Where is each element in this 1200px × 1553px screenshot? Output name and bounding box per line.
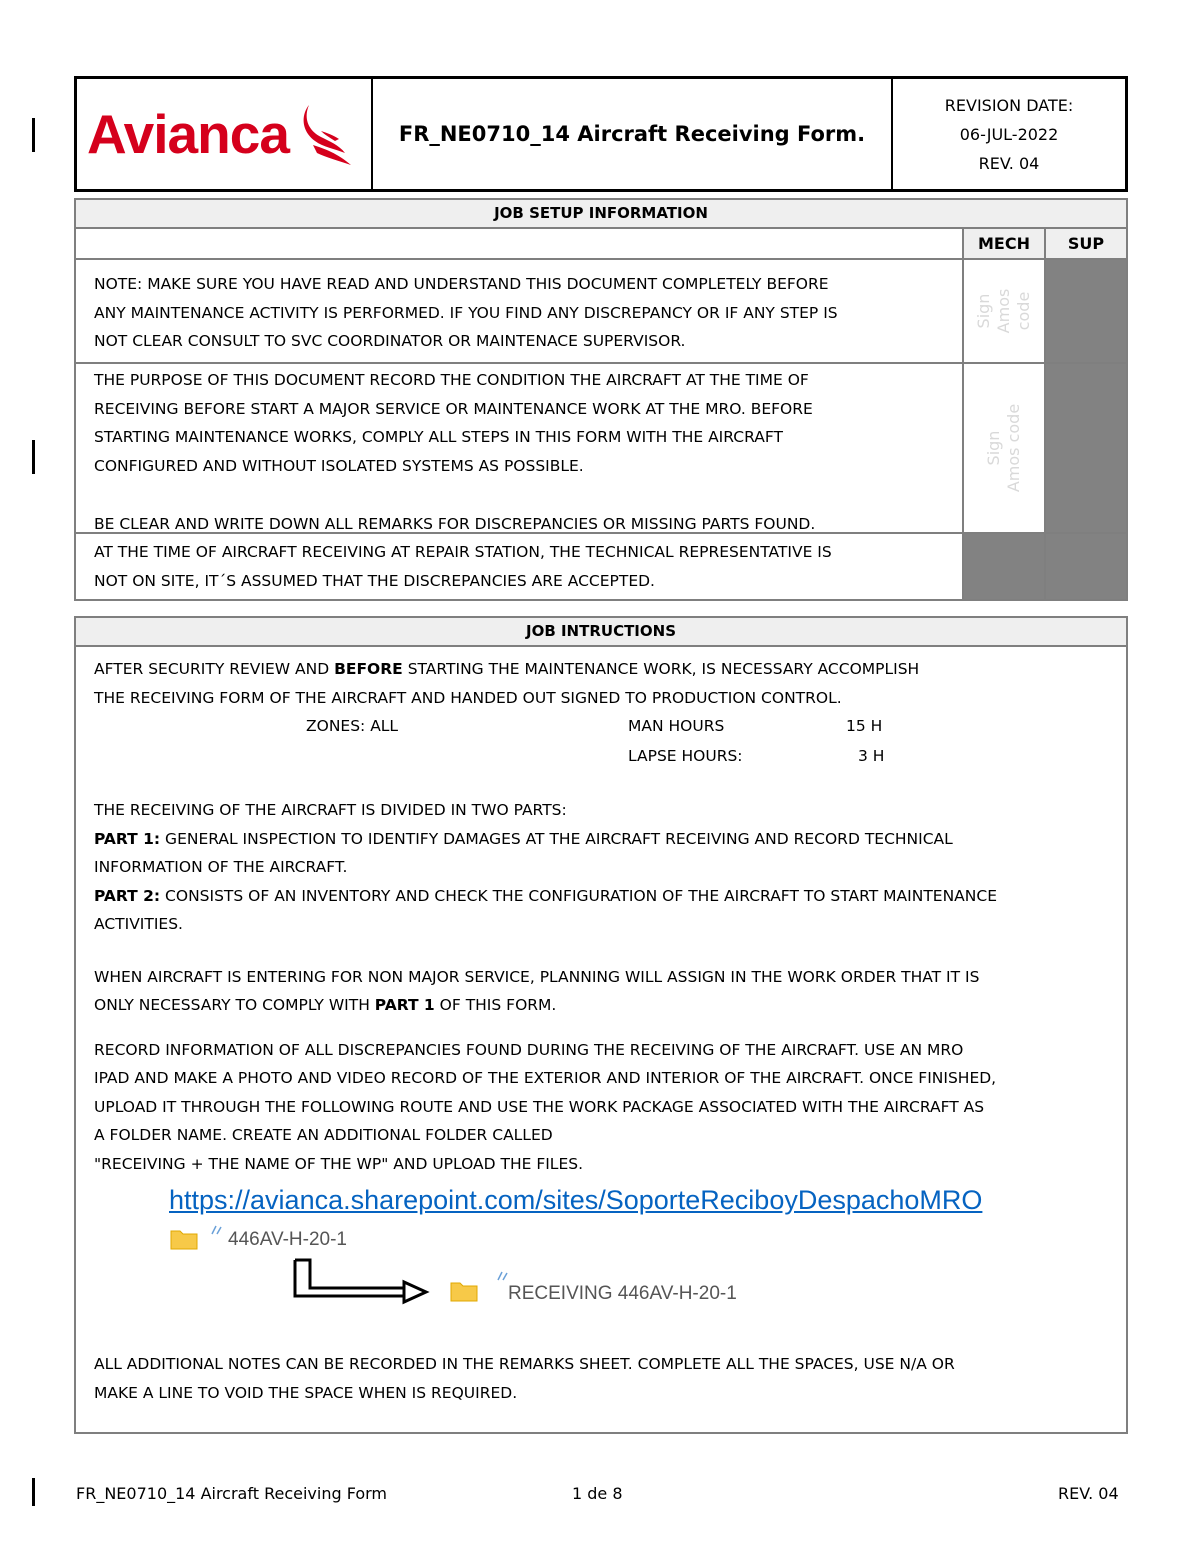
folder-receiving-name[interactable]: RECEIVING 446AV-H-20-1 (508, 1283, 737, 1304)
lapse-hours-label: LAPSE HOURS: (628, 747, 743, 765)
remarks-instruction: BE CLEAR AND WRITE DOWN ALL REMARKS FOR DISCREPANCIES OR MISSING PARTS FOUND. (94, 515, 816, 533)
man-hours-label: MAN HOURS (628, 717, 725, 735)
document-header (74, 76, 1128, 192)
logo (77, 79, 373, 189)
mech-sign-field[interactable] (962, 364, 1044, 532)
lapse-hours-value: 3 H (858, 747, 885, 765)
bird-logo-icon (295, 101, 357, 167)
receiving-text: AT THE TIME OF AIRCRAFT RECEIVING AT REPAIR STATION, THE TECHNICAL REPRESENTATIVE IS NOT ON SITE, IT´S ASSUMED THAT THE DISCREPANCIES ARE ACCEPTED. (94, 543, 832, 590)
mech-sign-field[interactable] (962, 534, 1044, 599)
job-instructions-table (74, 616, 1128, 1434)
mech-column-header: MECH (962, 229, 1044, 258)
part2-label: PART 2: (94, 886, 161, 905)
job-setup-table (74, 198, 1128, 601)
zones-hours-row (94, 712, 1108, 742)
margin-bar (32, 1478, 35, 1506)
purpose-text: THE PURPOSE OF THIS DOCUMENT RECORD THE CONDITION THE AIRCRAFT AT THE TIME OF RECEIVING BEFORE START A MAJOR SERVICE OR MAINTENANCE WORK AT THE MRO. BEFORE STARTING MAINTENANCE WORKS, COMPLY ALL STEPS IN THIS FORM WITH THE AIRCRAFT CONFIGURED AND WITHOUT ISOLATED SYSTEMS AS POSSIBLE. BE CLEAR AND WRITE DOWN ALL REMARKS FOR DISCREPANCIES OR MISSING PARTS FOUND. (76, 364, 962, 532)
sign-placeholder: Sign Amos code (974, 288, 1033, 334)
form-title: FR_NE0710_14 Aircraft Receiving Form. (373, 79, 893, 189)
sync-icon (210, 1224, 224, 1236)
folder-icon (170, 1228, 198, 1250)
margin-bar (32, 118, 35, 152)
note-text: NOTE: MAKE SURE YOU HAVE READ AND UNDERSTAND THIS DOCUMENT COMPLETELY BEFORE ANY MAINTENANCE ACTIVITY IS PERFORMED. IF YOU FIND ANY DISCREPANCY OR IF ANY STEP IS NOT CLEAR CONSULT TO SVC COORDINATOR OR MAINTENACE SUPERVISOR. (94, 275, 838, 350)
job-setup-title: JOB SETUP INFORMATION (76, 200, 1126, 229)
upload-route (94, 1178, 1108, 1350)
footer-page-number: 1 de 8 (572, 1484, 623, 1503)
sup-sign-field[interactable] (1044, 534, 1126, 599)
lapse-hours-row (94, 742, 1108, 772)
folder-wp-name[interactable]: 446AV-H-20-1 (228, 1229, 347, 1250)
arrow-icon (292, 1258, 432, 1312)
column-header-row (76, 229, 1126, 260)
revision-block (893, 79, 1125, 189)
job-instructions-title: JOB INTRUCTIONS (76, 618, 1126, 647)
revision-number: REV. 04 (978, 153, 1040, 173)
sup-sign-field[interactable] (1044, 260, 1126, 362)
man-hours-value: 15 H (846, 717, 883, 735)
mech-sign-field[interactable] (962, 260, 1044, 362)
logo-text: Avianca (87, 103, 289, 165)
sup-sign-field[interactable] (1044, 364, 1126, 532)
sign-placeholder: Sign Amos code (984, 403, 1023, 493)
zones: ZONES: ALL (306, 717, 399, 735)
footer-form-name: FR_NE0710_14 Aircraft Receiving Form (76, 1484, 387, 1503)
purpose-row (76, 364, 1126, 534)
footer-revision: REV. 04 (1058, 1484, 1119, 1503)
note-row (76, 260, 1126, 364)
sup-column-header: SUP (1044, 229, 1126, 258)
instructions-body: AFTER SECURITY REVIEW AND BEFORE STARTING THE MAINTENANCE WORK, IS NECESSARY ACCOMPLISH THE RECEIVING FORM OF THE AIRCRAFT AND HANDED OUT SIGNED TO PRODUCTION CONTROL. ZONES: ALL MAN HOURS 15 H LAPSE HOURS: 3 H THE RECEIVING OF THE AIRCRAFT IS DIVIDED IN TWO PARTS: PART 1: GENERAL INSPECTION TO IDENTIFY DAMAGES AT THE AIRCRAFT RECEIVING AND RECORD TECHNICAL INFORMATION OF THE AIRCRAFT. PART 2: CONSISTS OF AN INVENTORY AND CHECK THE CONFIGURATION OF THE AIRCRAFT TO START MAINTENANCE ACTIVITIES. WHEN AIRCRAFT IS ENTERING FOR NON MAJOR SERVICE, PLANNING WILL ASSIGN IN THE WORK ORDER THAT IT IS ONLY NECESSARY TO COMPLY WITH PART 1 OF THIS FORM. RECORD INFORMATION OF ALL DISCREPANCIES FOUND DURING THE RECEIVING OF THE AIRCRAFT. USE AN MRO IPAD AND MAKE A PHOTO AND VIDEO RECORD OF THE EXTERIOR AND INTERIOR OF THE AIRCRAFT. ONCE FINISHED, UPLOAD IT THROUGH THE FOLLOWING ROUTE AND USE THE WORK PACKAGE ASSOCIATED WITH THE AIRCRAFT AS A FOLDER NAME. CREATE AN ADDITIONAL FOLDER CALLED "RECEIVING + THE NAME OF THE WP" AND UPLOAD THE FILES. https://avianca.sharepoint.com/sites/SoporteReciboyDespachoMRO 446AV-H-20-1 RECEIVING 446AV-H-20-1 ALL ADDITIONAL NOTES CAN BE RECORDED IN THE REMARKS SHEET. COMPLETE ALL THE SPACES, USE N/A OR MAKE A LINE TO VOID THE SPACE WHEN IS REQUIRED. (76, 647, 1126, 1407)
receiving-row (76, 534, 1126, 599)
sharepoint-link[interactable]: https://avianca.sharepoint.com/sites/SoporteReciboyDespachoMRO (169, 1185, 983, 1215)
part1-label: PART 1: (94, 829, 161, 848)
folder-icon (450, 1280, 478, 1302)
margin-bar (32, 440, 35, 474)
revision-date: 06-JUL-2022 (959, 124, 1059, 144)
revision-date-label: REVISION DATE: (944, 95, 1074, 115)
